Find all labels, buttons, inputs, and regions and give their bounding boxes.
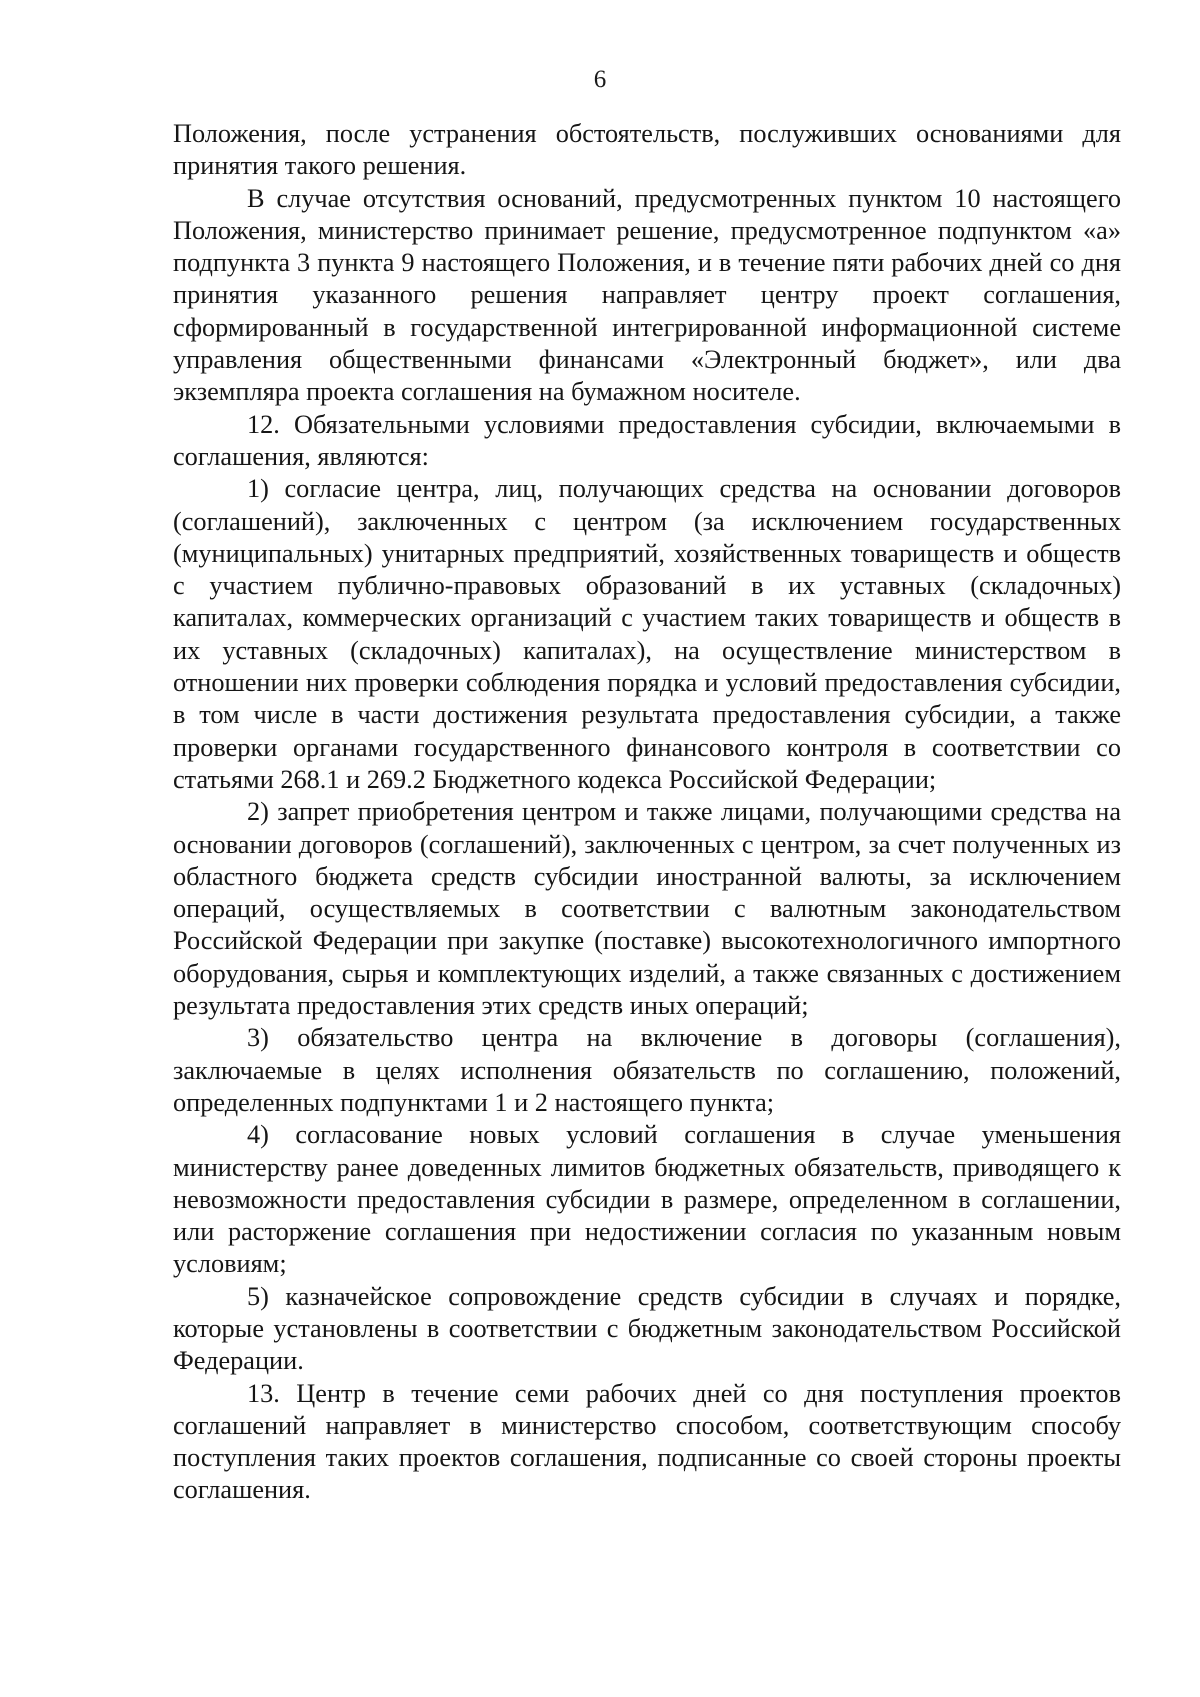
paragraph: Положения, после устранения обстоятельств, послуживших основаниями для принятия такого решения. — [173, 119, 1121, 181]
list-item: 4) согласование новых условий соглашения в случае уменьшения министерству ранее доведенных лимитов бюджетных обязательств, приводящего к невозможности предоставления субсидии в размере, определенном в соглашении, или расторжение соглашения при недостижении согласия по указанным новым условиям; — [173, 1120, 1121, 1279]
paragraph: 12. Обязательными условиями предоставления субсидии, включаемыми в соглашения, являются: — [173, 409, 1121, 471]
document-body — [173, 118, 1121, 1507]
list-item: 1) согласие центра, лиц, получающих средства на основании договоров (соглашений), заключенных с центром (за исключением государственных (муниципальных) унитарных предприятий, хозяйственных товариществ и обществ с участием публично-правовых образований в их уставных (складочных) капиталах, коммерческих организаций с участием таких товариществ и обществ в их уставных (складочных) капиталах), на осуществление министерством в отношении них проверки соблюдения порядка и условий предоставления субсидии, в том числе в части достижения результата предоставления субсидии, а также проверки органами государственного финансового контроля в соответствии со статьями 268.1 и 269.2 Бюджетного кодекса Российской Федерации; — [173, 474, 1121, 794]
page-number: 6 — [593, 66, 607, 93]
paragraph: 13. Центр в течение семи рабочих дней со дня поступления проектов соглашений направляет в министерство способом, соответствующим способу поступления таких проектов соглашения, подписанные со своей стороны проекты соглашения. — [173, 1378, 1121, 1505]
paragraph: В случае отсутствия оснований, предусмотренных пунктом 10 настоящего Положения, министерство принимает решение, предусмотренное подпунктом «а» подпункта 3 пункта 9 настоящего Положения, и в течение пяти рабочих дней со дня принятия указанного решения направляет центру проект соглашения, сформированный в государственной интегрированной информационной системе управления общественными финансами «Электронный бюджет», или два экземпляра проекта соглашения на бумажном носителе. — [173, 183, 1121, 407]
list-item: 3) обязательство центра на включение в договоры (соглашения), заключаемые в целях исполнения обязательств по соглашению, положений, определенных подпунктами 1 и 2 настоящего пункта; — [173, 1023, 1121, 1117]
list-item: 5) казначейское сопровождение средств субсидии в случаях и порядке, которые установлены в соответствии с бюджетным законодательством Российской Федерации. — [173, 1281, 1121, 1376]
list-item: 2) запрет приобретения центром и также лицами, получающими средства на основании договоров (соглашений), заключенных с центром, за счет полученных из областного бюджета средств субсидии иностранной валюты, за исключением операций, осуществляемых в соответствии с валютным законодательством Российской Федерации при закупке (поставке) высокотехнологичного импортного оборудования, сырья и комплектующих изделий, а также связанных с достижением результата предоставления этих средств иных операций; — [173, 797, 1121, 1021]
